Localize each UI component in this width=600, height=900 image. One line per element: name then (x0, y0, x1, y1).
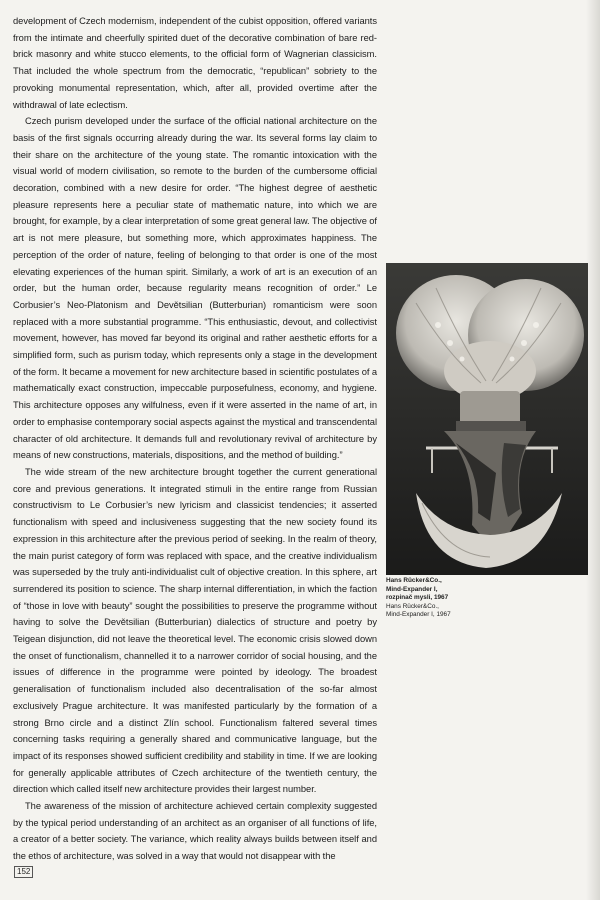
mind-expander-illustration (386, 263, 588, 575)
paragraph-2: Czech purism developed under the surface of the official national architecture on the basis of the first signals occurring already during the war. Its several forms lay claim to their share on the architecture of the young state. The romantic intoxication with the visual world of modern civilisation, so remote to the burden of the cumbersome official decoration, combined with a new desire for order. “The highest degree of aesthetic pleasure represents here a peculiar state of mathematic nature, into which we are brought, for example, by a clear interpretation of some great general law. The objective of art is not mere pleasure, but something more, which approximates happiness. The perception of the order of nature, feeling of belonging to that order is one of the most elevating experiences of the human spirit. Similarly, a work of art is an execution of an order, but the human order, because regularity means recognition of order.” Le Corbusier’s Neo-Platonism and Devětsilian (Butterburian) romanticism were soon replaced with a more substantial programme. “This enthusiastic, devout, and collectivist movement, however, has moved far beyond its original and rather aesthetic efforts for a simplified form, such as purism today, which represents only a stage in the development of the form. It became a movement for new architecture based in scientific postulates of a mathematically exact construction, impeccable purposefulness, economy, and hygiene. This architecture opposes any wilfulness, even if it were asserted in the name of art, in order to emphasise contemporary social aspects against the mystical and transcendental character of old architecture. It demands full and revolutionary revival of architecture by means of new constructions, materials, dispositions, and the method of building.” (13, 116, 377, 461)
mind-expander-photo (386, 263, 588, 575)
paragraph-3: The wide stream of the new architecture brought together the current generational core and previous generations. It integrated stimuli in the entire range from Russian constructivism to Le Corbusier’s new lyricism and classicist tendencies; it asserted functionalism with speed and inclusiveness suggesting that the new society found its expression in this architecture after the previous period of seeking. In the realm of theory, the main purist category of form was replaced with space, and the creative individualism was superseded by the truly anti-individualist cult of objective creation. In this sphere, art surrendered its position to science. The sharp internal differentiation, in which the faction of “those in love with beauty” sought the possibilities to preserve the programme without having to solve the Devětsilian (Butterburian) dialectics of structure and poetry by Teigean disjunction, did not leave the theoretical level. The economic crisis slowed down the onset of functionalism, channelled it to a narrower corridor of social housing, and the issues of difference in the programme were pointed by ideology. The broadest generalisation of functionalism included also decentralisation of the so-far almost exclusively Prague architecture. It was manifested particularly by the formation of a strong Brno circle and a distinct Zlín school. Functionalism faltered several times concerning tasks requiring a generally shared and communicative language, but the impact of its responses showed sufficient credibility and stability in time. If we are looking for generally applicable attributes of Czech architecture of the twentieth century, the direction which called itself new architecture provides their largest number. (13, 466, 377, 795)
paragraph-4: The awareness of the mission of architecture achieved certain complexity suggested by the typical period understanding of an architect as an organiser of all functions of life, a creator of a better society. The variance, which reality always builds between itself and the ethos of architecture, was solved in a way that would not disappear with the (13, 801, 377, 862)
caption-author-cz: Hans Rücker&Co., (386, 577, 442, 584)
page-number: 152 (14, 866, 33, 878)
caption-author-en: Hans Rücker&Co., (386, 602, 439, 610)
body-text (13, 13, 377, 865)
page-edge-shadow (586, 0, 600, 900)
figure-caption (386, 577, 586, 620)
paragraph-1: development of Czech modernism, independent of the cubist opposition, offered variants from the intimate and cheerfully spirited duet of the decorative combination of bare red-brick masonry and white stucco elements, to the official form of Wagnerian classicism. That included the whole spectrum from the democratic, “republican” sobriety to the provoking monumental representation, which, after all, provided overtime after the withdrawal of late eclectism. (13, 16, 377, 110)
caption-subtitle-cz: rozpinač mysli, 1967 (386, 594, 449, 602)
caption-title-cz: Mind-Expander I, (386, 585, 438, 593)
caption-title-en: Mind-Expander I, 1967 (386, 611, 451, 619)
